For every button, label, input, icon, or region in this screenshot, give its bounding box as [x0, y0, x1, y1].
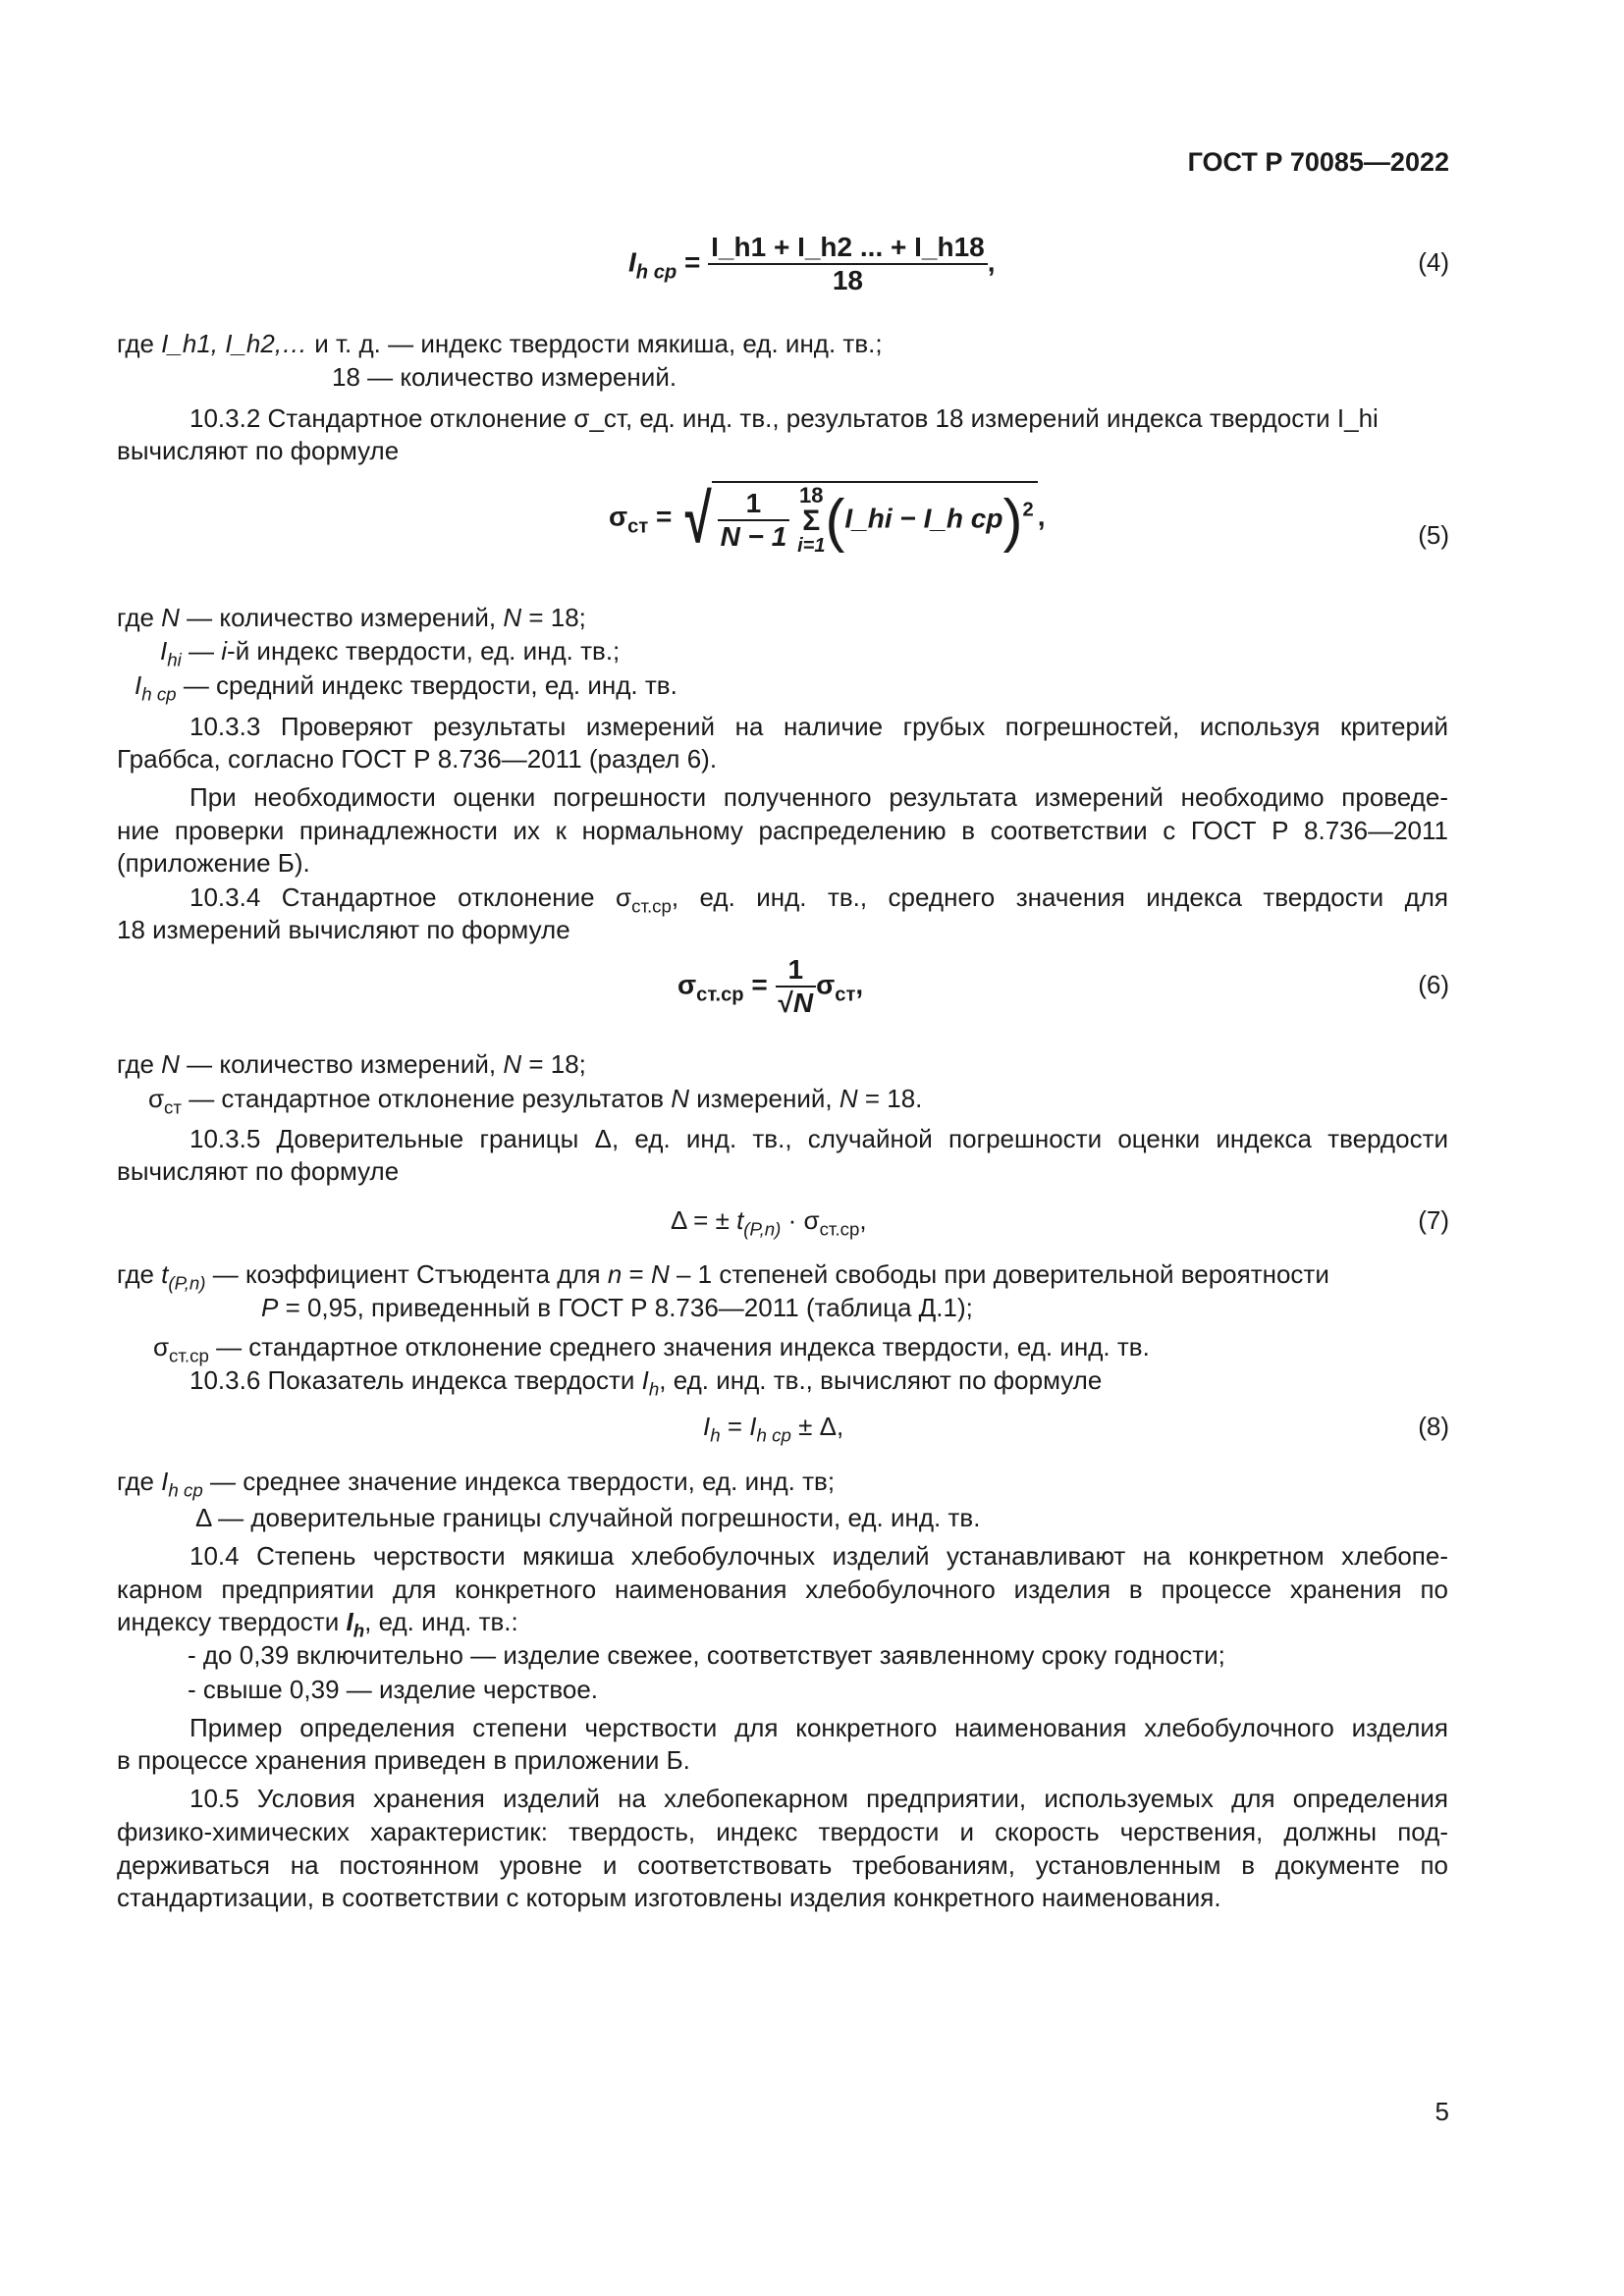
list-item: - свыше 0,39 — изделие черствое.: [188, 1675, 599, 1704]
where-6-line2: $\sigma_{ст}$ — стандартное отклонение результатов N измерений, N = 18.: [148, 1084, 923, 1118]
where-7-line1: где $t_{(P,n)}$ — коэффициент Стъюдента для n = N – 1 степеней свободы при доверительной вероятности: [117, 1259, 1329, 1294]
equation-7: Δ = ± $t_{(P,n)} \cdot \sigma_{ст.ср}$,: [671, 1205, 867, 1240]
equation-8-label: (8): [1418, 1412, 1449, 1441]
where-5-line2: $I_{hi}$ — i-й индекс твердости, ед. инд. тв.;: [160, 636, 621, 670]
para-10-3-4-line2: 18 измерений вычисляют по формуле: [117, 915, 570, 944]
where-7-line2: P = 0,95, приведенный в ГОСТ Р 8.736—2011 (таблица Д.1);: [261, 1293, 973, 1322]
equation-5-label: (5): [1418, 520, 1449, 550]
para-10-4-line4: Пример определения степени черствости для конкретного наименования хлебобулочного изделия: [189, 1713, 1448, 1742]
equation-6: $\sigma_{ст.ср}$ = $\frac{1}{√N}$ $\sigma_{ст}$,: [677, 954, 864, 1018]
para-10-4-line1: 10.4 Степень черствости мякиша хлебобулочных изделий устанавливают на конкретном хлебопе-: [189, 1541, 1448, 1571]
equation-4-label: (4): [1418, 247, 1449, 277]
where-8-line2: Δ — доверительные границы случайной погрешности, ед. инд. тв.: [195, 1503, 981, 1532]
para-10-3-3-line2: Граббса, согласно ГОСТ Р 8.736—2011 (раздел 6).: [117, 744, 718, 774]
para-10-3-2-line2: вычисляют по формуле: [117, 436, 400, 465]
where-4-line2: 18 — количество измерений.: [332, 362, 677, 392]
para-10-5-line4: стандартизации, в соответствии с которым изготовлены изделия конкретного наименования.: [117, 1883, 1221, 1912]
where-5-line3: $I_{h ср}$ — средний индекс твердости, ед. инд. тв.: [135, 670, 677, 705]
para-10-5-line1: 10.5 Условия хранения изделий на хлебопекарном предприятии, используемых для определения: [189, 1784, 1448, 1813]
list-item: - до 0,39 включительно — изделие свежее, соответствует заявленному сроку годности;: [188, 1640, 1225, 1670]
para-10-3-3-line5: (приложение Б).: [117, 848, 310, 878]
para-10-3-5-line1: 10.3.5 Доверительные границы Δ, ед. инд. тв., случайной погрешности оценки индекса твердости: [189, 1124, 1448, 1153]
equation-5: $\sigma_{ст}$ = √ $\frac{1}{N - 1}$ 18 Σ i=1 (I_hi − I_h ср)$^2$ ,: [609, 480, 1046, 557]
para-10-3-5-line2: вычисляют по формуле: [117, 1156, 400, 1186]
where-5-line1: где N — количество измерений, N = 18;: [117, 603, 586, 632]
para-10-3-4-line1: 10.3.4 Стандартное отклонение $\sigma_{ст.ср}$, ед. инд. тв., среднего значения индекса твердости для: [189, 882, 1448, 917]
equation-8: $I_h = I_{h ср} \pm \Delta$,: [703, 1412, 844, 1446]
where-6-line1: где N — количество измерений, N = 18;: [117, 1049, 586, 1079]
document-header: ГОСТ Р 70085—2022: [1187, 147, 1449, 177]
sqrt-icon: √: [684, 480, 712, 557]
page-number: 5: [1435, 2097, 1449, 2126]
para-10-3-2-line1: 10.3.2 Стандартное отклонение σ_ст, ед. инд. тв., результатов 18 измерений индекса твердости I_hi: [189, 403, 1379, 433]
summation: 18 Σ i=1: [797, 483, 826, 557]
para-10-4-line3: индексу твердости $I_h$, ед. инд. тв.:: [117, 1607, 518, 1641]
para-10-3-6-line1: 10.3.6 Показатель индекса твердости $I_h$, ед. инд. тв., вычисляют по формуле: [189, 1365, 1103, 1400]
para-10-5-line3: держиваться на постоянном уровне и соответствовать требованиям, установленным в документе по: [117, 1850, 1448, 1880]
where-7-line3: $\sigma_{ст.ср}$ — стандартное отклонение среднего значения индекса твердости, ед. инд. тв.: [153, 1332, 1150, 1366]
where-8-line1: где $I_{h ср}$ — среднее значение индекса твердости, ед. инд. тв;: [117, 1467, 836, 1501]
para-10-4-line5: в процессе хранения приведен в приложении Б.: [117, 1745, 690, 1775]
para-10-3-3-line1: 10.3.3 Проверяют результаты измерений на наличие грубых погрешностей, используя критерий: [189, 712, 1448, 741]
para-10-5-line2: физико-химических характеристик: твердость, индекс твердости и скорость черствения, должны под-: [117, 1817, 1448, 1846]
sqrt-icon: √: [778, 988, 793, 1018]
para-10-4-line2: карном предприятии для конкретного наименования хлебобулочного изделия в процессе хранения по: [117, 1575, 1448, 1604]
para-10-3-3-line4: ние проверки принадлежности их к нормальному распределению в соответствии с ГОСТ Р 8.736—2011: [117, 816, 1448, 845]
where-4-line1: где I_h1, I_h2,… и т. д. — индекс твердости мякиша, ед. инд. тв.;: [117, 329, 883, 358]
equation-7-label: (7): [1418, 1205, 1449, 1235]
equation-4: $I_{h ср}$ = $\frac{I\_h1 + I\_h2 ... + I\_h18}{18}$ ,: [628, 232, 996, 295]
equation-6-label: (6): [1418, 970, 1449, 999]
para-10-3-3-line3: При необходимости оценки погрешности полученного результата измерений необходимо проведе-: [189, 782, 1448, 812]
equation-5-radicand: $\frac{1}{N - 1}$ 18 Σ i=1 (I_hi − I_h ср)$^2$: [712, 481, 1038, 556]
equation-4-fraction: $\frac{I\_h1 + I\_h2 ... + I\_h18}{18}$: [708, 232, 988, 296]
